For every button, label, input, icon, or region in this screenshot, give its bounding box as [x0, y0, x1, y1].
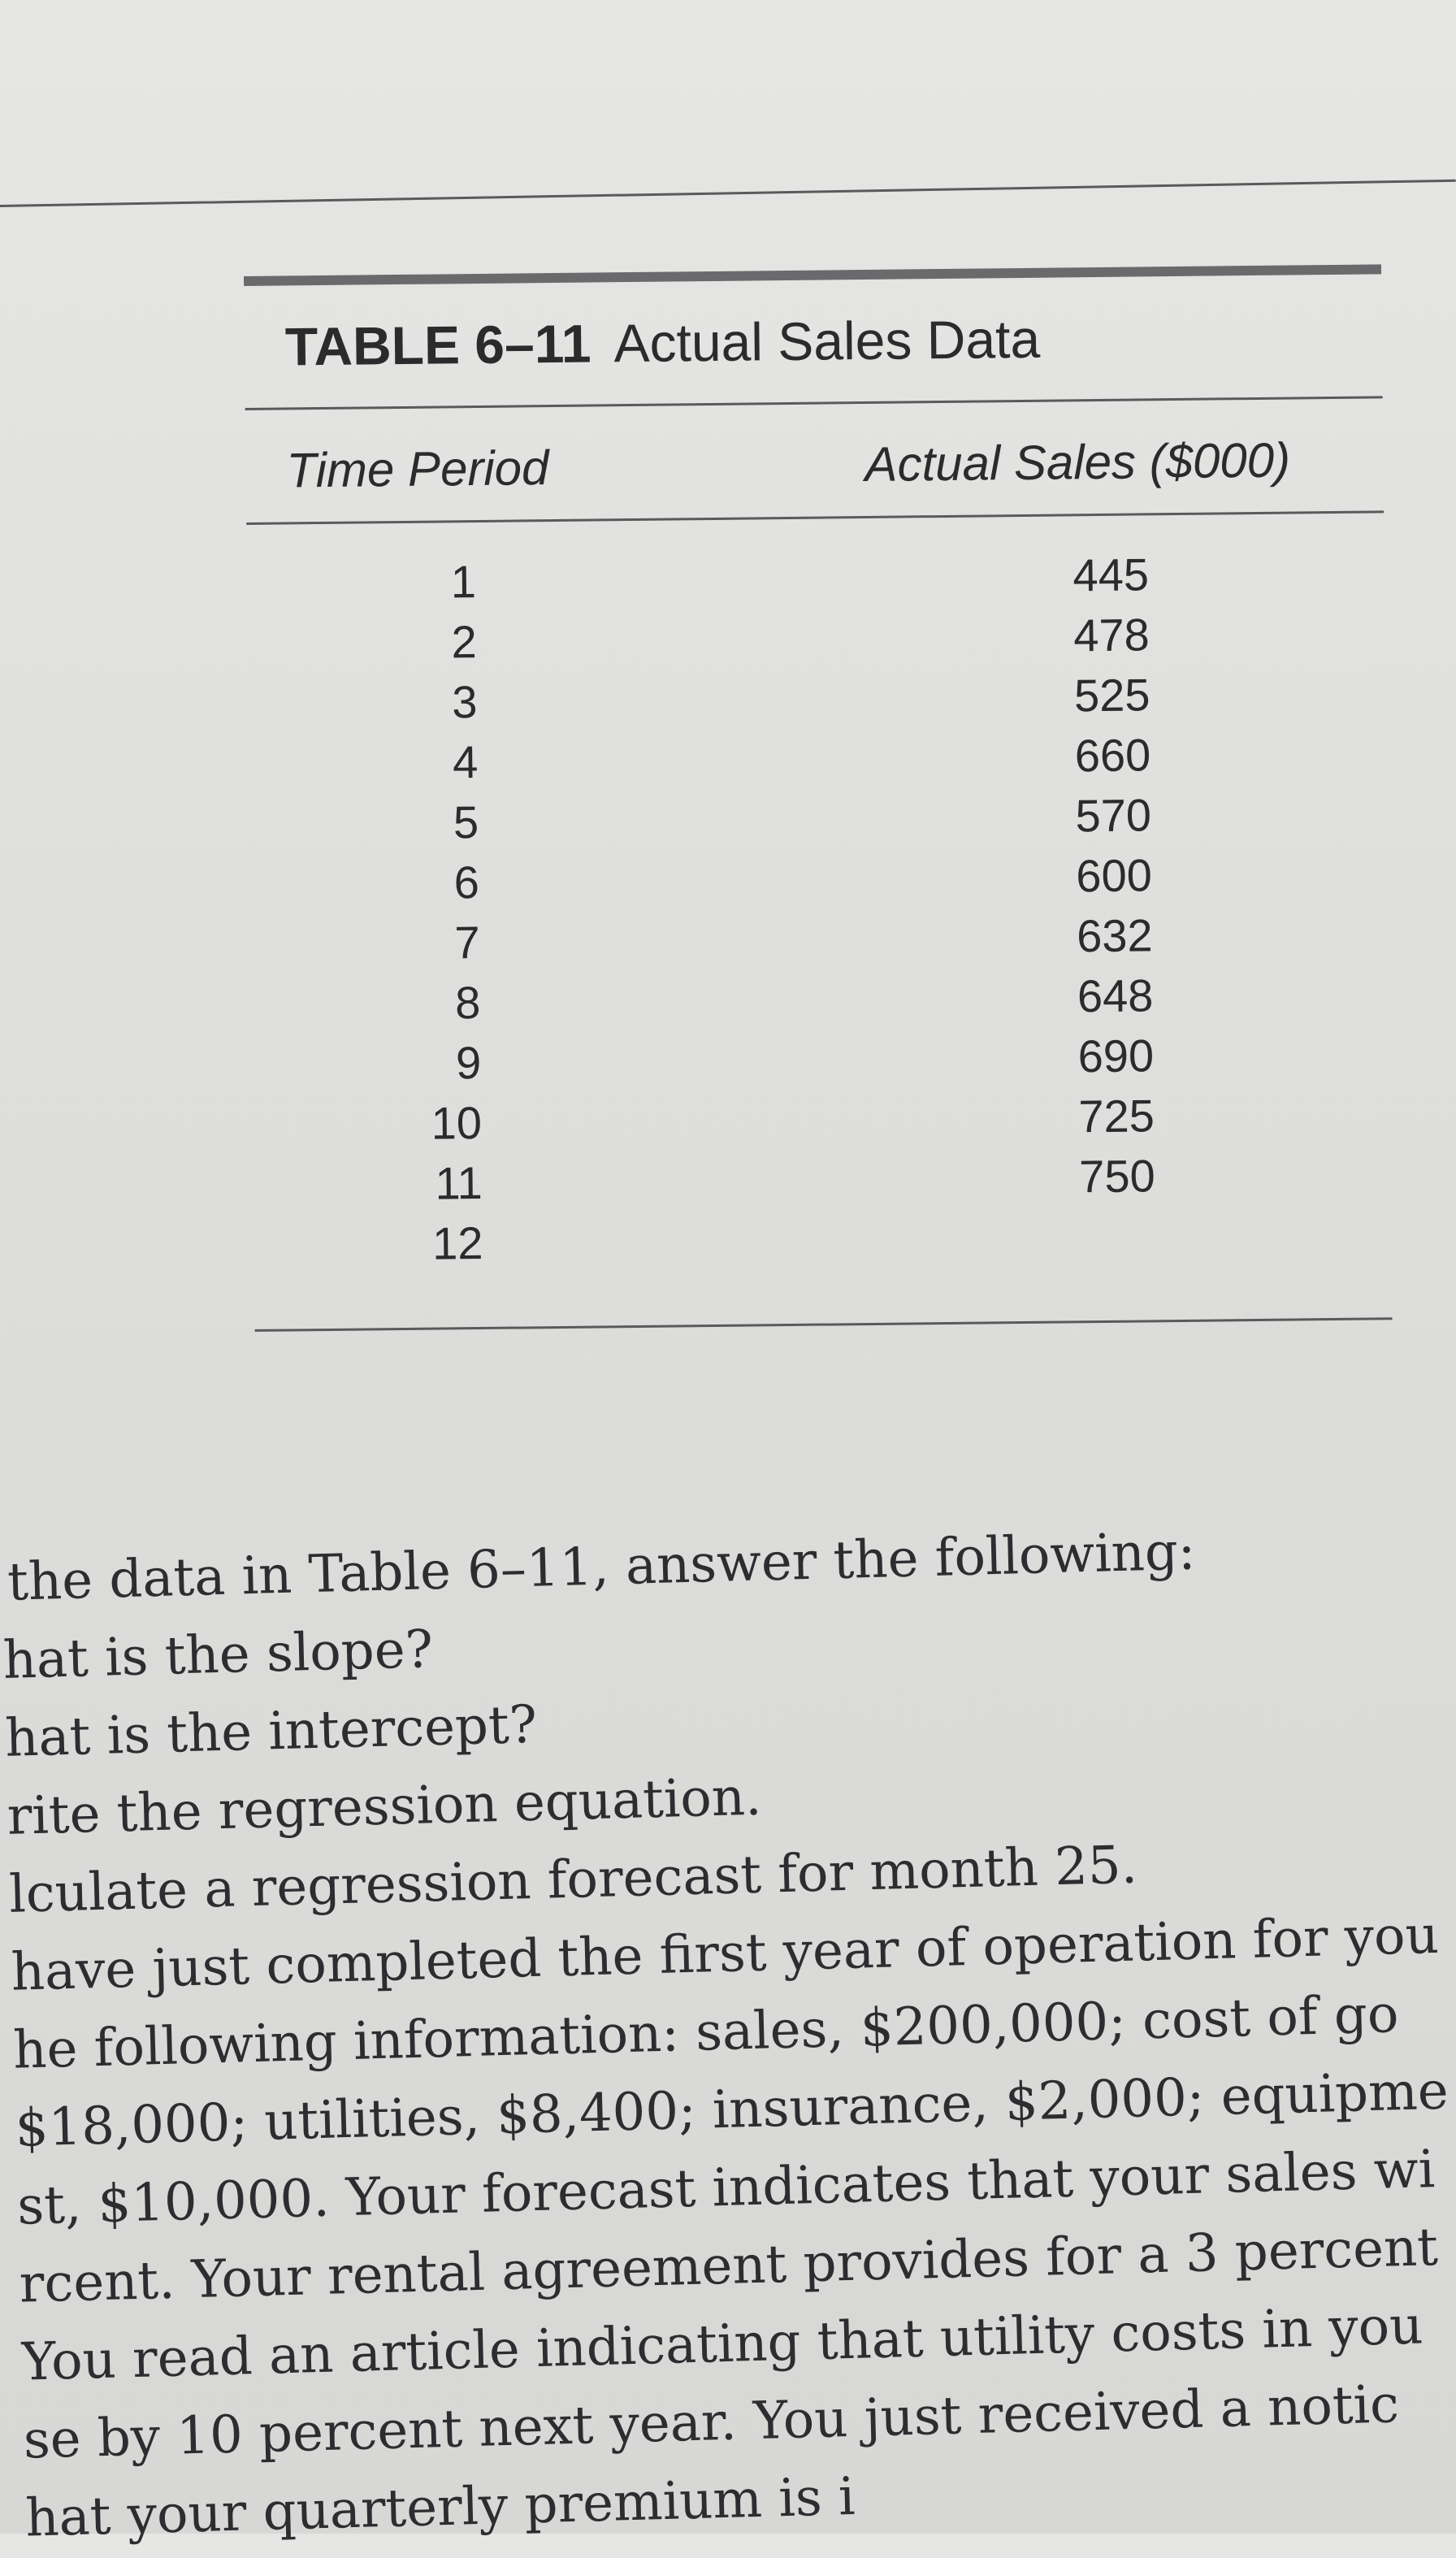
period-cell: 9 — [455, 1036, 482, 1089]
question-line: st, $10,000. Your forecast indicates that your sales wi — [16, 2140, 1436, 2237]
header-time-period: Time Period — [286, 440, 549, 498]
page-top-rule — [0, 180, 1456, 207]
question-line: hat is the intercept? — [4, 1694, 538, 1769]
table-caption: Actual Sales Data — [613, 308, 1041, 374]
question-line: lculate a regression forecast for month 25. — [8, 1835, 1138, 1925]
sales-table — [244, 264, 1393, 1332]
period-cell: 10 — [431, 1096, 483, 1149]
question-line: he following information: sales, $200,000; cost of go — [12, 1984, 1400, 2081]
question-line: se by 10 percent next year. You just received a notic — [22, 2374, 1400, 2471]
question-text — [0, 1506, 1456, 2557]
sales-cell: 725 — [1078, 1090, 1155, 1142]
period-cell: 8 — [454, 976, 481, 1029]
question-line: You read an article indicating that utility costs in you — [20, 2296, 1424, 2393]
sales-cell: 660 — [1074, 729, 1151, 782]
sales-cell: 750 — [1078, 1150, 1155, 1203]
question-line: $18,000; utilities, $8,400; insurance, $2,000; equipme — [14, 2061, 1450, 2159]
period-cell: 6 — [453, 856, 480, 908]
sales-cell: 525 — [1073, 669, 1150, 722]
period-cell: 2 — [451, 616, 478, 668]
period-cell: 5 — [453, 796, 479, 848]
question-line: have just completed the first year of operation for you — [10, 1905, 1440, 2003]
column-headers — [245, 398, 1384, 522]
period-cell: 3 — [452, 676, 478, 728]
sales-cell: 570 — [1075, 789, 1152, 842]
question-line: the data in Table 6–11, answer the following: — [6, 1521, 1197, 1613]
sales-cell: 600 — [1076, 849, 1153, 902]
table-row — [254, 1207, 1392, 1279]
table-title — [244, 274, 1382, 408]
sales-cell: 445 — [1072, 548, 1150, 601]
sales-cell: 632 — [1076, 909, 1153, 962]
table-body — [247, 545, 1393, 1329]
sales-cell: 478 — [1072, 609, 1150, 661]
period-cell: 4 — [452, 736, 479, 788]
period-cell: 11 — [435, 1156, 483, 1209]
question-line: hat your quarterly premium is i — [24, 2466, 856, 2549]
period-cell: 7 — [454, 917, 480, 969]
table-number: TABLE 6–11 — [284, 313, 592, 377]
period-cell: 12 — [431, 1216, 483, 1269]
period-cell: 1 — [450, 556, 477, 608]
sales-cell: 690 — [1077, 1030, 1155, 1082]
question-line: rcent. Your rental agreement provides for a 3 percent — [18, 2217, 1439, 2315]
sales-cell: 648 — [1077, 969, 1154, 1022]
header-actual-sales: Actual Sales ($000) — [864, 432, 1291, 492]
question-line: hat is the slope? — [2, 1619, 434, 1691]
question-line: rite the regression equation. — [6, 1767, 763, 1847]
